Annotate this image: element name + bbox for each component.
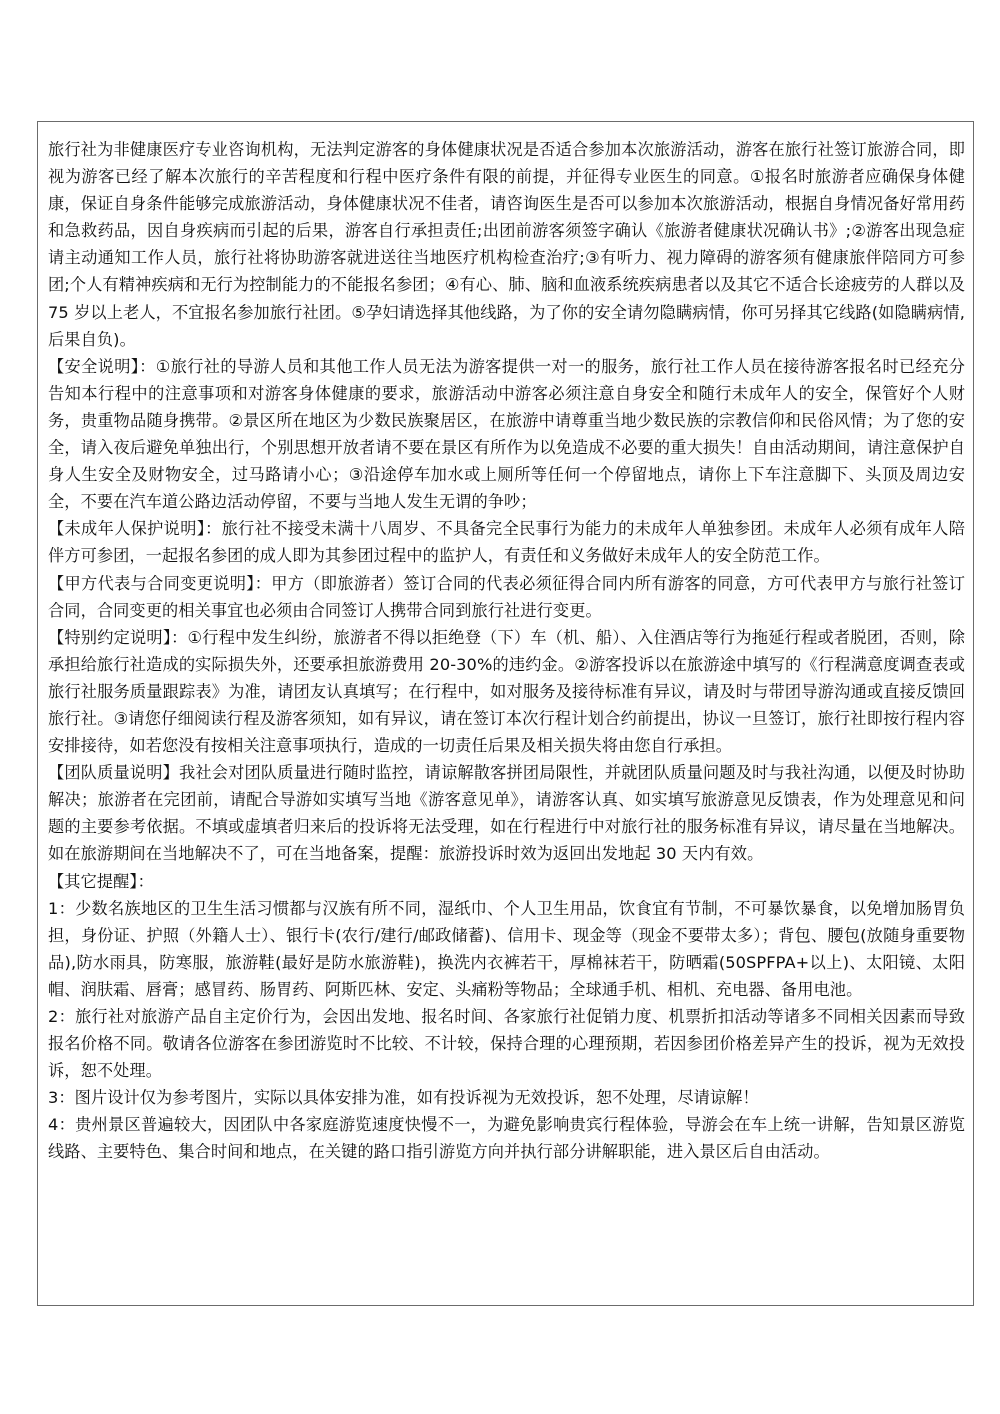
- special-agreement-paragraph: 【特别约定说明】：①行程中发生纠纷，旅游者不得以拒绝登（下）车（机、船）、入住酒店等行为拖延行程或者脱团，否则，除承担给旅行社造成的实际损失外，还要承担旅游费用 20-30%的违约金。②游客投诉以在旅游途中填写的《行程满意度调查表或旅行社服务质量跟踪表》为准，请团友认真填写；在行程中，如对服务及接待标准有异议，请及时与带团导游沟通或直接反馈回旅行社。③请您仔细阅读行程及游客须知，如有异议，请在签订本次行程计划合约前提出，协议一旦签订，旅行社即按行程内容安排接待，如若您没有按相关注意事项执行，造成的一切责任后果及相关损失将由您自行承担。: [48, 627, 965, 756]
- other-reminders-heading: 【其它提醒】：: [48, 871, 154, 891]
- contract-change-paragraph: 【甲方代表与合同变更说明】：甲方（即旅游者）签订合同的代表必须征得合同内所有游客的同意，方可代表甲方与旅行社签订合同，合同变更的相关事宜也必须由合同签订人携带合同到旅行社进行变更。: [48, 573, 965, 620]
- notice-box: [37, 121, 974, 1306]
- health-notice-paragraph: 旅行社为非健康医疗专业咨询机构，无法判定游客的身体健康状况是否适合参加本次旅游活动，游客在旅行社签订旅游合同，即视为游客已经了解本次旅行的辛苦程度和行程中医疗条件有限的前提，并征得专业医生的同意。①报名时旅游者应确保身体健康，保证自身条件能够完成旅游活动，身体健康状况不佳者，请咨询医生是否可以参加本次旅游活动，根据自身情况备好常用药和急救药品，因自身疾病而引起的后果，游客自行承担责任;出团前游客须签字确认《旅游者健康状况确认书》;②游客出现急症请主动通知工作人员，旅行社将协助游客就进送往当地医疗机构检查治疗;③有听力、视力障碍的游客须有健康旅伴陪同方可参团;个人有精神疾病和无行为控制能力的不能报名参团；④有心、肺、脑和血液系统疾病患者以及其它不适合长途疲劳的人群以及 75 岁以上老人，不宜报名参加旅行社团。⑤孕妇请选择其他线路，为了你的安全请勿隐瞒病情，你可另择其它线路(如隐瞒病情,后果自负)。: [48, 140, 965, 349]
- reminder-item-1: 1：少数名族地区的卫生生活习惯都与汉族有所不同，湿纸巾、个人卫生用品，饮食宜有节制，不可暴饮暴食，以免增加肠胃负担，身份证、护照（外籍人士）、银行卡(农行/建行/邮政储蓄)、信用卡、现金等（现金不要带太多）；背包、腰包(放随身重要物品),防水雨具，防寒服，旅游鞋(最好是防水旅游鞋)，换洗内衣裤若干，厚棉袜若干，防晒霜(50SPFPA+以上)、太阳镜、太阳帽、润肤霜、唇膏；感冒药、肠胃药、阿斯匹林、安定、头痛粉等物品；全球通手机、相机、充电器、备用电池。: [48, 898, 965, 999]
- reminder-item-3: 3：图片设计仅为参考图片，实际以具体安排为准，如有投诉视为无效投诉，恕不处理，尽请谅解！: [48, 1088, 759, 1108]
- team-quality-paragraph: 【团队质量说明】我社会对团队质量进行随时监控，请谅解散客拼团局限性，并就团队质量问题及时与我社沟通，以便及时协助解决；旅游者在完团前，请配合导游如实填写当地《游客意见单》，请游客认真、如实填写旅游意见反馈表，作为处理意见和问题的主要参考依据。不填或虚填者归来后的投诉将无法受理，如在行程进行中对旅行社的服务标准有异议，请尽量在当地解决。如在旅游期间在当地解决不了，可在当地备案，提醒：旅游投诉时效为返回出发地起 30 天内有效。: [48, 763, 965, 864]
- safety-notice-paragraph: 【安全说明】：①旅行社的导游人员和其他工作人员无法为游客提供一对一的服务，旅行社工作人员在接待游客报名时已经充分告知本行程中的注意事项和对游客身体健康的要求，旅游活动中游客必须注意自身安全和随行未成年人的安全，保管好个人财务，贵重物品随身携带。②景区所在地区为少数民族聚居区，在旅游中请尊重当地少数民族的宗教信仰和民俗风情；为了您的安全，请入夜后避免单独出行，个别思想开放者请不要在景区有所作为以免造成不必要的重大损失！自由活动期间，请注意保护自身人生安全及财物安全，过马路请小心；③沿途停车加水或上厕所等任何一个停留地点，请你上下车注意脚下、头顶及周边安全，不要在汽车道公路边活动停留，不要与当地人发生无谓的争吵；: [48, 356, 965, 512]
- reminder-item-4: 4：贵州景区普遍较大，因团队中各家庭游览速度快慢不一，为避免影响贵宾行程体验，导游会在车上统一讲解，告知景区游览线路、主要特色、集合时间和地点，在关键的路口指引游览方向并执行部分讲解职能，进入景区后自由活动。: [48, 1115, 965, 1162]
- minor-protection-paragraph: 【未成年人保护说明】：旅行社不接受未满十八周岁、不具备完全民事行为能力的未成年人单独参团。未成年人必须有成年人陪伴方可参团，一起报名参团的成人即为其参团过程中的监护人，有责任和义务做好未成年人的安全防范工作。: [48, 519, 965, 566]
- reminder-item-2: 2：旅行社对旅游产品自主定价行为，会因出发地、报名时间、各家旅行社促销力度、机票折扣活动等诸多不同相关因素而导致报名价格不同。敬请各位游客在参团游览时不比较、不计较，保持合理的心理预期，若因参团价格差异产生的投诉，视为无效投诉，恕不处理。: [48, 1007, 965, 1081]
